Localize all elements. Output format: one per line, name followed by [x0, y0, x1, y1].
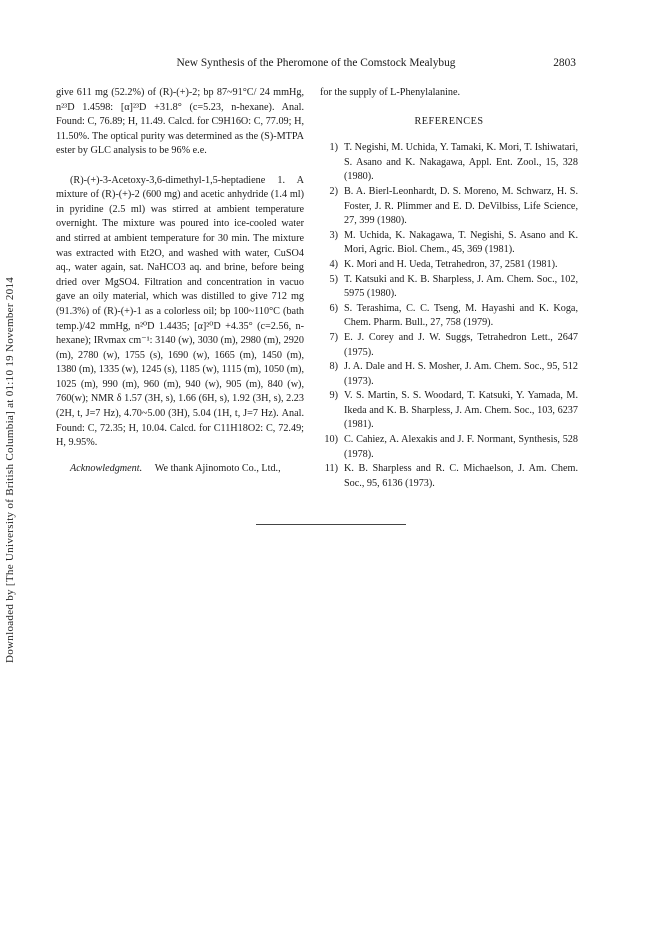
left-column [56, 86, 304, 476]
reference-number: 6) [329, 302, 338, 314]
reference-text: M. Uchida, K. Nakagawa, T. Negishi, S. Asano and K. Mori, Agric. Biol. Chem., 45, 369 (1981). [344, 229, 578, 256]
reference-item [320, 141, 578, 185]
reference-text: K. Mori and H. Ueda, Tetrahedron, 37, 2581 (1981). [344, 258, 558, 270]
reference-text: T. Katsuki and K. B. Sharpless, J. Am. Chem. Soc., 102, 5975 (1980). [344, 273, 578, 300]
reference-number: 11) [324, 463, 338, 475]
acknowledgment-continued: for the supply of L-Phenylalanine. [320, 87, 461, 98]
reference-number: 10) [324, 434, 338, 446]
reference-item [320, 302, 578, 331]
reference-number: 8) [329, 361, 338, 373]
reference-text: S. Terashima, C. C. Tseng, M. Hayashi and K. Koga, Chem. Pharm. Bull., 27, 758 (1979). [344, 302, 578, 329]
reference-item [320, 331, 578, 360]
reference-item [320, 389, 578, 433]
reference-text: C. Cahiez, A. Alexakis and J. F. Normant, Synthesis, 528 (1978). [344, 434, 578, 460]
running-header [56, 57, 576, 73]
reference-number: 1) [329, 142, 338, 154]
reference-text: J. A. Dale and H. S. Mosher, J. Am. Chem. Soc., 95, 512 (1973). [344, 361, 578, 387]
reference-number: 2) [329, 185, 338, 197]
page-number: 2803 [553, 57, 576, 69]
reference-text: E. J. Corey and J. W. Suggs, Tetrahedron Lett., 2647 (1975). [344, 331, 578, 358]
reference-item [320, 229, 578, 258]
end-rule [256, 524, 406, 525]
reference-number: 7) [329, 331, 338, 343]
download-watermark: Downloaded by [The University of British Columbia] at 01:10 19 November 2014 [4, 276, 16, 664]
reference-text: T. Negishi, M. Uchida, Y. Tamaki, K. Mori, T. Ishiwatari, S. Asano and K. Nakagawa, Appl. Ent. Zool., 15, 328 (1980). [344, 142, 578, 183]
reference-item [320, 462, 578, 491]
reference-text: V. S. Martin, S. S. Woodard, T. Katsuki, Y. Yamada, M. Ikeda and K. B. Sharpless, J. Am. Chem. Soc., 103, 6237 (1981). [344, 390, 578, 431]
reference-item [320, 433, 578, 462]
reference-number: 4) [329, 258, 338, 270]
acknowledgment [56, 462, 304, 477]
paragraph-acetoxy-synthesis: (R)-(+)-3-Acetoxy-3,6-dimethyl-1,5-heptadiene 1. A mixture of (R)-(+)-2 (600 mg) and acetic anhydride (1.4 ml) in pyridine (2.5 ml) was stirred at ambient temperature overnight. The mixture was poured into ice-cooled water and stirred at ambient temperature for 30 min. The mixture was extracted with Et2O, and washed with water, CuSO4 aq., water again, sat. NaHCO3 aq. and brine, before being dried over MgSO4. Filtration and concentration in vacuo gave an oily material, which was distilled to give 712 mg (91.3%) of (R)-(+)-1 as a colorless oil; bp 100~110°C (bath temp.)/42 mmHg, n²⁰D 1.4435; [α]²⁰D +4.35° (c=2.56, n-hexane); IRνmax cm⁻¹: 3140 (w), 3030 (m), 2980 (m), 2920 (m), 2780 (w), 1755 (s), 1690 (w), 1665 (m), 1450 (m), 1380 (m), 1335 (w), 1245 (s), 1185 (w), 1115 (m), 1050 (m), 1025 (m), 990 (m), 960 (m), 940 (w), 905 (m), 840 (w), 760(w); NMR δ 1.57 (3H, s), 1.66 (6H, s), 1.92 (3H, s), 2.23 (2H, t, J=7 Hz), 4.70~5.00 (3H), 5.04 (1H, t, J=7 Hz). Anal. Found: C, 72.35; H, 10.04. Calcd. for C11H18O2: C, 72.49; H, 9.95%. [56, 174, 304, 449]
acknowledgment-text: We thank Ajinomoto Co., Ltd., [154, 462, 281, 474]
reference-number: 9) [329, 390, 338, 402]
paragraph-yield: give 611 mg (52.2%) of (R)-(+)-2; bp 87~91°C/ 24 mmHg, n²³D 1.4598: [α]²³D +31.8° (c=5.23, n-hexane). Anal. Found: C, 76.89; H, 11.49. Calcd. for C9H16O: C, 77.09; H, 11.50%. The optical purity was determined as the (S)-MTPA ester by GLC analysis to be 96% e.e. [56, 87, 304, 157]
reference-item [320, 185, 578, 229]
reference-item [320, 258, 578, 273]
running-title: New Synthesis of the Pheromone of the Comstock Mealybug [176, 57, 456, 69]
reference-number: 5) [329, 273, 338, 285]
reference-item [320, 360, 578, 389]
right-column [320, 86, 578, 491]
references-heading: REFERENCES [414, 115, 484, 127]
reference-text: B. A. Bierl-Leonhardt, D. S. Moreno, M. Schwarz, H. S. Foster, J. R. Plimmer and E. D. DeVilbiss, Life Science, 27, 399 (1980). [344, 185, 578, 227]
reference-text: K. B. Sharpless and R. C. Michaelson, J. Am. Chem. Soc., 95, 6136 (1973). [344, 463, 578, 489]
reference-list [320, 141, 578, 491]
reference-item [320, 273, 578, 302]
acknowledgment-label: Acknowledgment. [70, 462, 143, 474]
reference-number: 3) [329, 229, 338, 241]
